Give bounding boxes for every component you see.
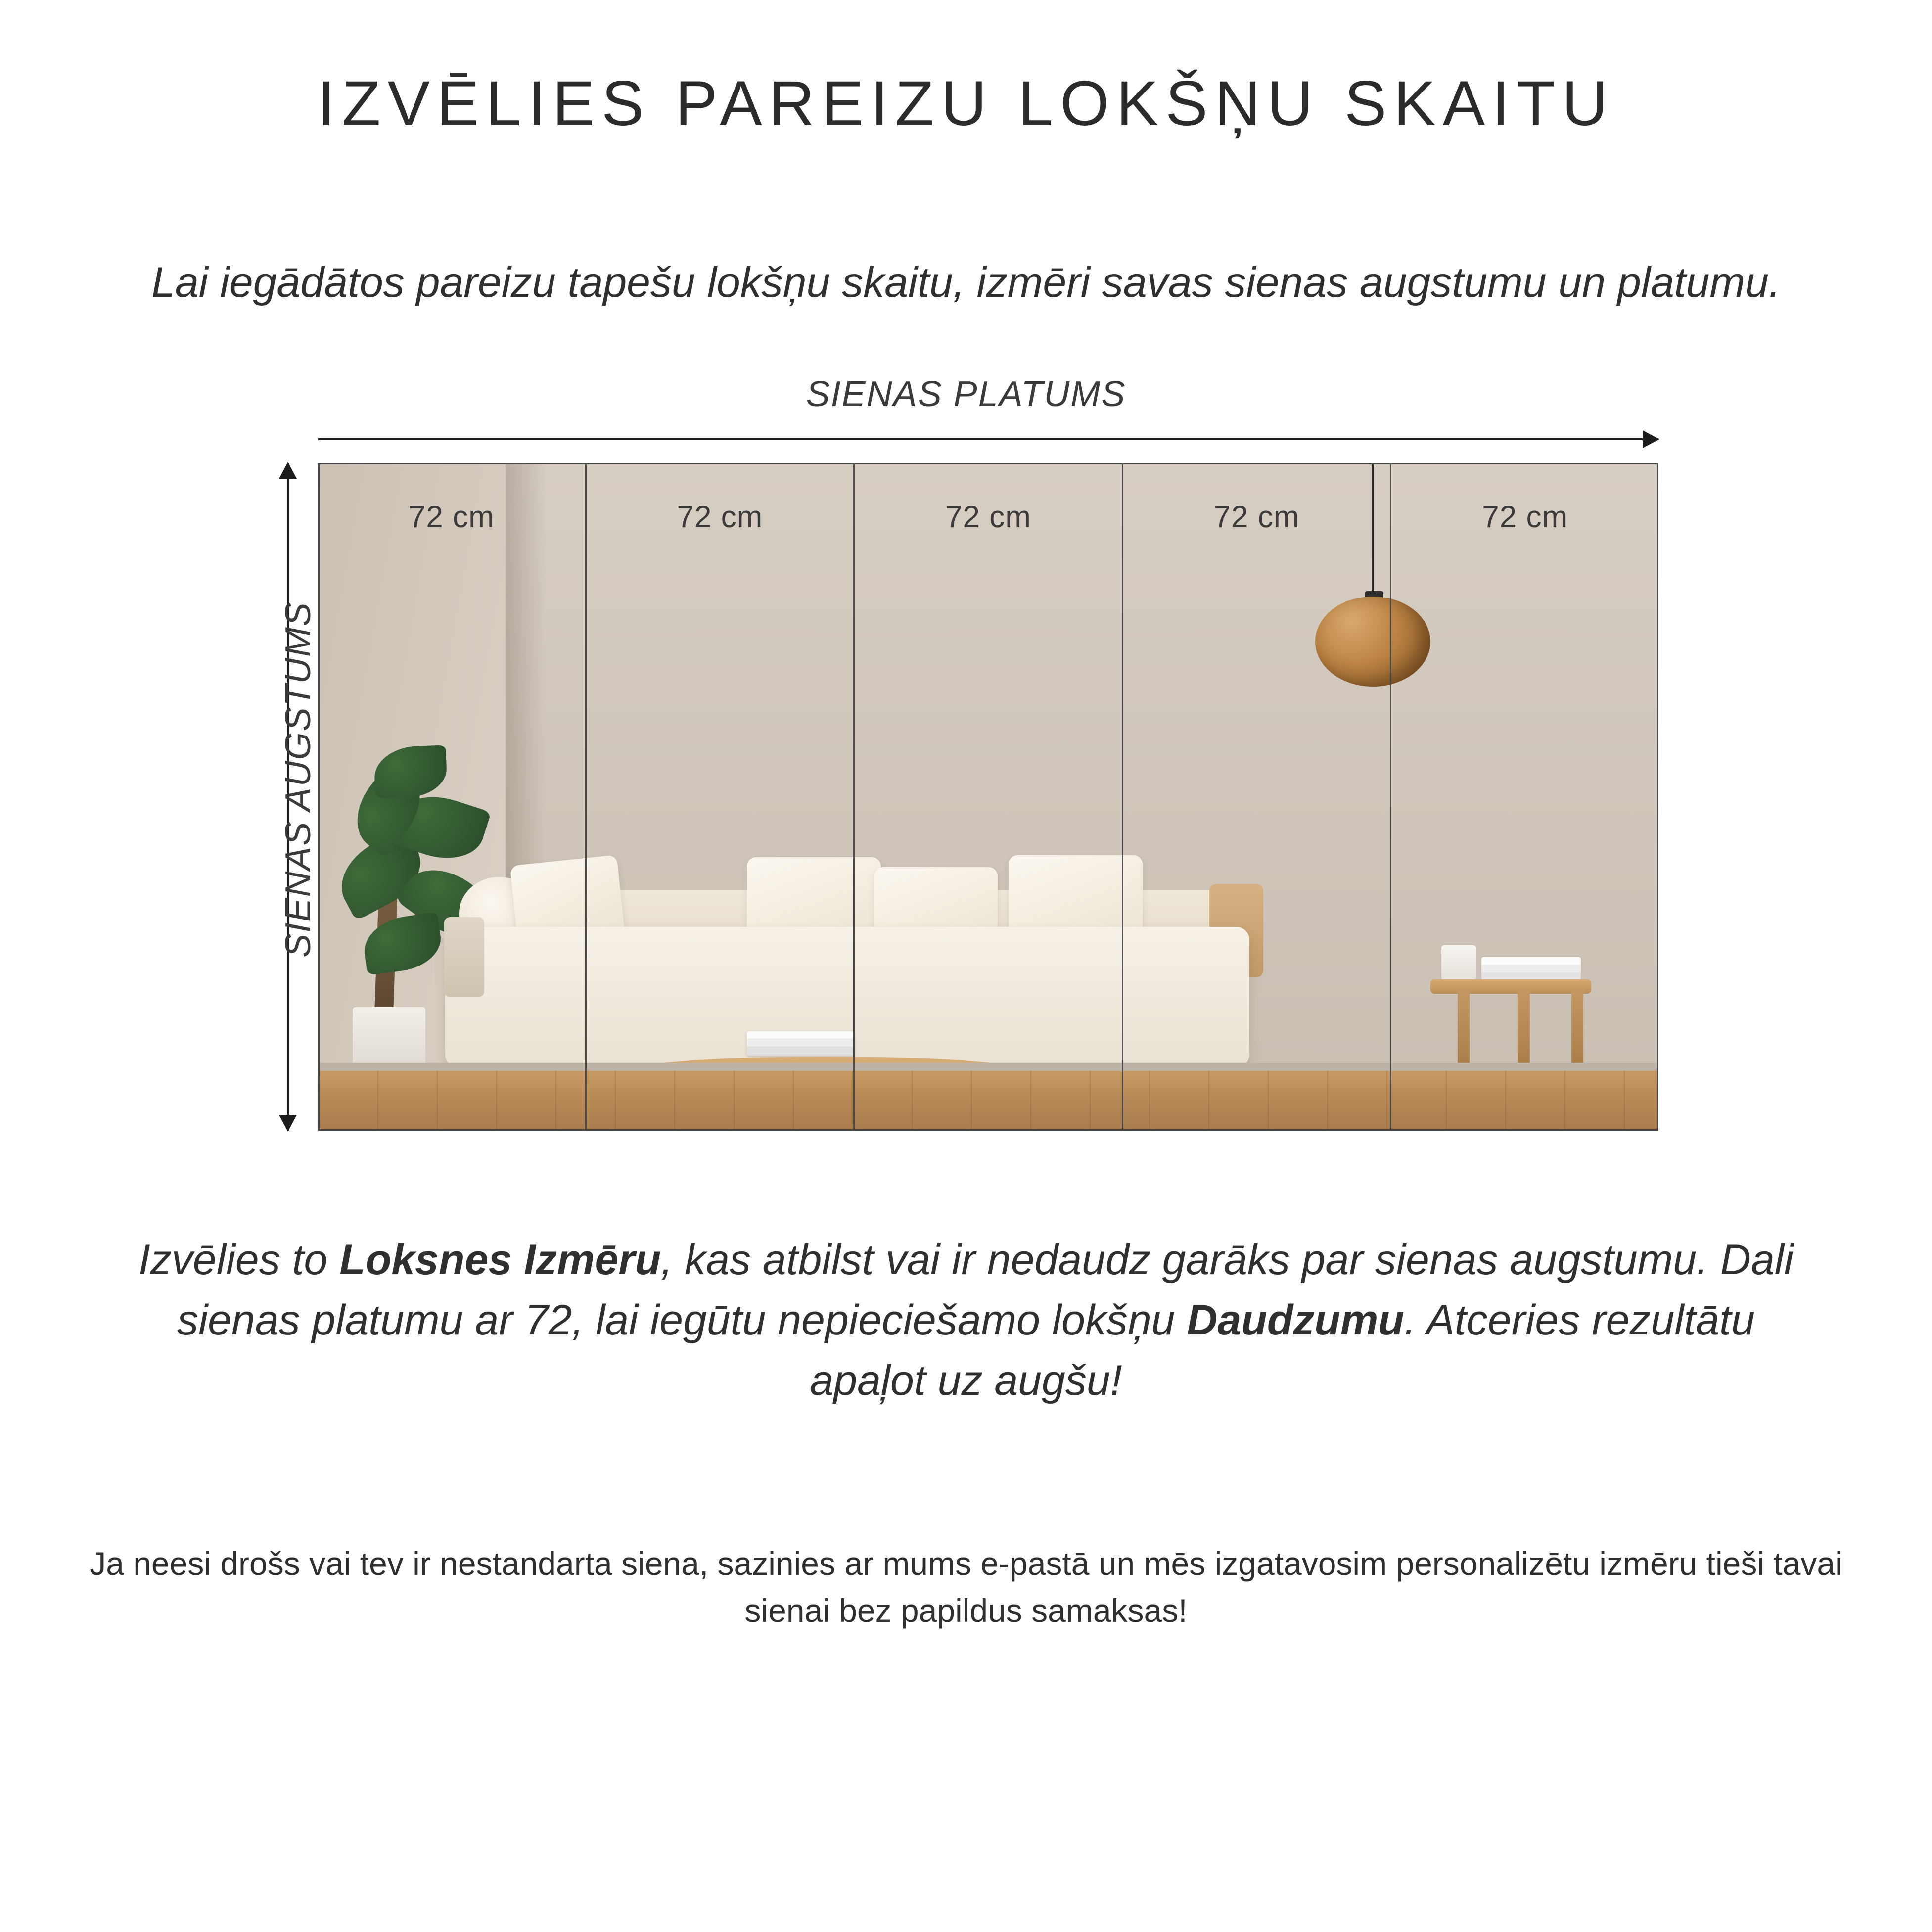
wallpaper-panel-grid [318, 463, 1658, 1131]
wallpaper-panel [855, 463, 1123, 1131]
instructions-bold-sheet-size: Loksnes Izmēru [339, 1236, 661, 1284]
wallpaper-panel [318, 463, 587, 1131]
panel-width-label: 72 cm [1482, 500, 1568, 535]
instructions-paragraph [130, 1230, 1802, 1411]
wallpaper-panel [1123, 463, 1392, 1131]
panel-width-label: 72 cm [1213, 500, 1300, 535]
footer-note: Ja neesi drošs vai tev ir nestandarta siena, sazinies ar mums e-pastā un mēs izgatavosim personalizētu izmēru tieši tavai sienai bez papildus samaksas! [90, 1545, 1842, 1629]
instructions-bold-quantity: Daudzumu [1187, 1296, 1404, 1344]
height-axis-label: SIENAS AUGSTUMS [278, 601, 318, 958]
instructions-part1: Izvēlies to [138, 1236, 340, 1284]
wallpaper-panel [1391, 463, 1658, 1131]
wallpaper-panel [587, 463, 855, 1131]
instructions-part3: . Atceries rezultātu apaļot uz augšu! [810, 1296, 1755, 1405]
width-axis-label: SIENAS PLATUMS [806, 374, 1126, 414]
width-arrow-icon [318, 438, 1658, 440]
panel-width-label: 72 cm [408, 500, 495, 535]
panel-width-label: 72 cm [945, 500, 1031, 535]
room-scene-image [318, 463, 1658, 1131]
page-title: IZVĒLIES PAREIZU LOKŠŅU SKAITU [317, 68, 1615, 139]
panel-width-label: 72 cm [677, 500, 763, 535]
instructions-part2: , kas atbilst vai ir nedaudz garāks par sienas augstumu. Dali sienas platumu ar 72, lai iegūtu nepieciešamo lokšņu [177, 1236, 1794, 1344]
wall-measurement-diagram [274, 374, 1658, 1131]
intro-paragraph: Lai iegādātos pareizu tapešu lokšņu skaitu, izmēri savas sienas augstumu un platumu. [151, 258, 1781, 306]
